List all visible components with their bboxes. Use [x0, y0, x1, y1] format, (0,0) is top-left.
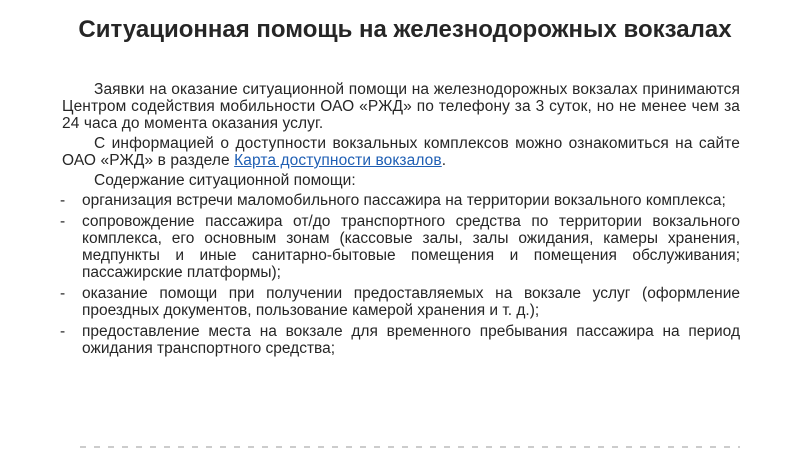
assistance-list	[62, 192, 740, 357]
paragraph-accessibility-end: .	[441, 152, 447, 169]
cut-off-text-line	[80, 443, 740, 450]
paragraph-accessibility	[62, 135, 740, 169]
list-bullet: -	[60, 213, 66, 230]
list-item	[62, 213, 740, 281]
list-item	[62, 323, 740, 357]
list-item	[62, 192, 740, 209]
list-bullet: -	[60, 285, 66, 302]
paragraph-requests: Заявки на оказание ситуационной помощи на железнодорожных вокзалах принимаются Центром содействия мобильности ОАО «РЖД» по телефону за 3 суток, но не менее чем за 24 часа до момента оказания услуг.	[62, 81, 740, 132]
list-item-text: предоставление места на вокзале для временного пребывания пассажира на период ожидания транспортного средства;	[82, 323, 740, 357]
slide-body	[62, 81, 740, 361]
assistance-list-heading: Содержание ситуационной помощи:	[94, 172, 356, 189]
list-bullet: -	[60, 323, 66, 340]
list-item-text: сопровождение пассажира от/до транспортного средства по территории вокзального комплекса, его основным зонам (кассовые залы, залы ожидания, камеры хранения, медпункты и иные санитарно-бытовые помещения и помещения обслуживания; пассажирские платформы);	[82, 213, 740, 281]
list-item-text: оказание помощи при получении предоставляемых на вокзале услуг (оформление проездных документов, пользование камерой хранения и т. д.);	[82, 285, 740, 319]
list-bullet: -	[60, 192, 66, 209]
paragraph-accessibility-text: С информацией о доступности вокзальных комплексов можно ознакомиться на сайте ОАО «РЖД» в разделе	[62, 135, 740, 169]
cut-off-text-fragment	[80, 446, 740, 448]
accessibility-map-link[interactable]: Карта доступности вокзалов	[234, 152, 442, 169]
list-item-text: организация встречи маломобильного пассажира на территории вокзального комплекса;	[82, 192, 726, 209]
list-item	[62, 285, 740, 319]
slide-title: Ситуационная помощь на железнодорожных вокзалах	[78, 16, 732, 43]
